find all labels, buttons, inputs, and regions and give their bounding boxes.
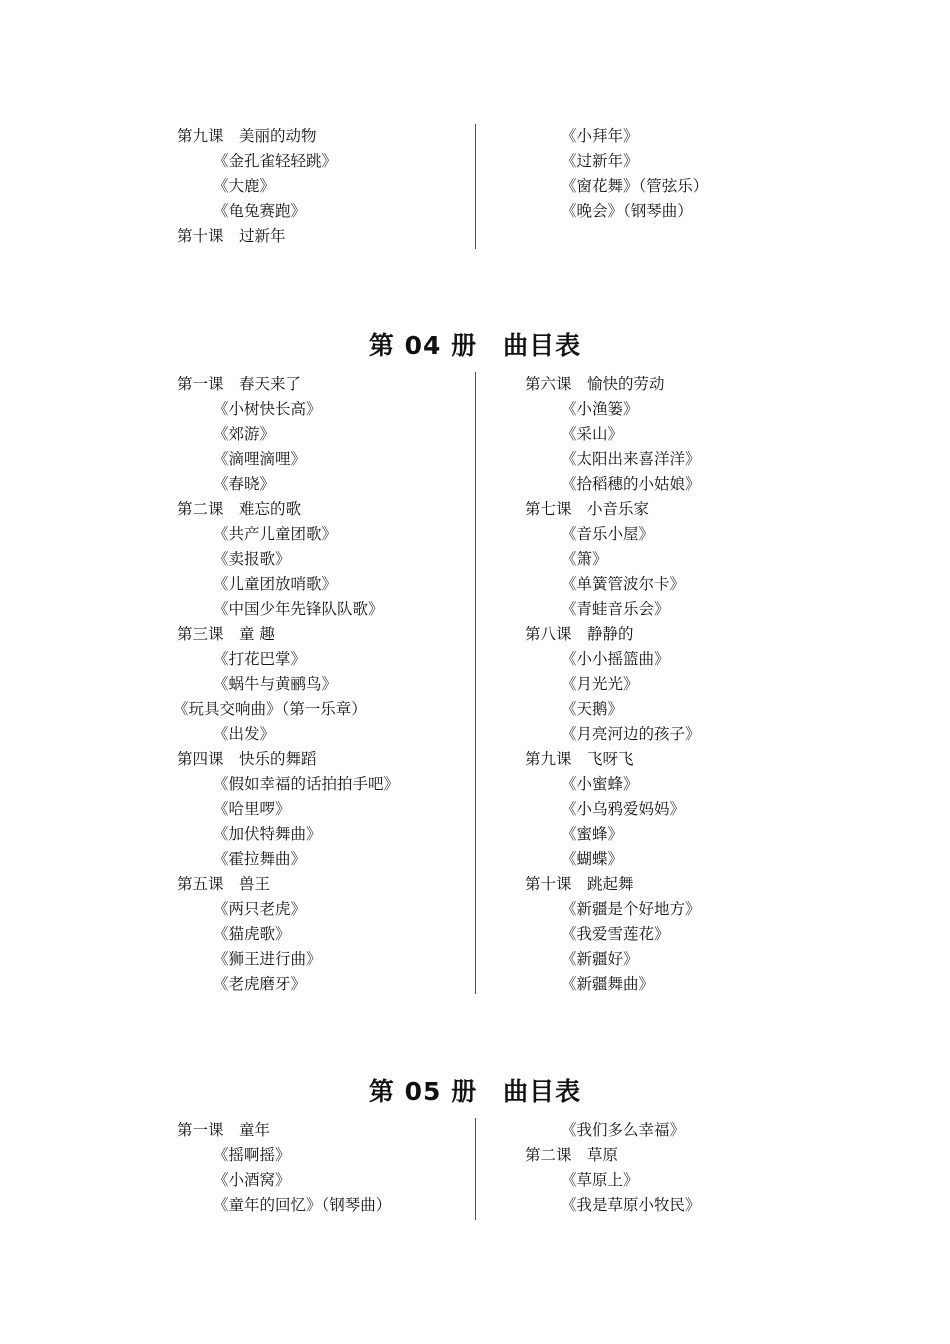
song-item: 《小小摇篮曲》	[561, 650, 670, 668]
song-item: 《金孔雀轻轻跳》	[213, 152, 338, 170]
song-item: 《共产儿童团歌》	[213, 525, 338, 543]
lesson-heading: 第五课 兽王	[177, 875, 271, 893]
lesson-heading: 第一课 童年	[177, 1121, 271, 1139]
lesson-heading: 第二课 难忘的歌	[177, 500, 302, 518]
song-item: 《打花巴掌》	[213, 650, 307, 668]
song-item: 《龟兔赛跑》	[213, 202, 307, 220]
song-item: 《滴哩滴哩》	[213, 450, 307, 468]
column-divider	[475, 1118, 476, 1220]
song-item: 《两只老虎》	[213, 900, 307, 918]
song-item: 《儿童团放哨歌》	[213, 575, 338, 593]
lesson-heading: 第九课 美丽的动物	[177, 127, 317, 145]
song-item: 《青蛙音乐会》	[561, 600, 670, 618]
song-item: 《小渔篓》	[561, 400, 639, 418]
song-item: 《蝴蝶》	[561, 850, 624, 868]
song-item: 《箫》	[561, 550, 608, 568]
song-item: 《新疆是个好地方》	[561, 900, 701, 918]
song-item: 《霍拉舞曲》	[213, 850, 307, 868]
song-item: 《草原上》	[561, 1171, 639, 1189]
song-item: 《出发》	[213, 725, 276, 743]
lesson-heading: 第一课 春天来了	[177, 375, 302, 393]
song-item: 《蜗牛与黄鹂鸟》	[213, 675, 338, 693]
song-item: 《蜜蜂》	[561, 825, 624, 843]
lesson-heading: 第四课 快乐的舞蹈	[177, 750, 317, 768]
song-item: 《大鹿》	[213, 177, 276, 195]
column-divider	[475, 124, 476, 249]
song-item: 《狮王进行曲》	[213, 950, 322, 968]
song-item: 《我爱雪莲花》	[561, 925, 670, 943]
song-item: 《小酒窝》	[213, 1171, 291, 1189]
lesson-heading: 第二课 草原	[525, 1146, 619, 1164]
song-item: 《假如幸福的话拍拍手吧》	[213, 775, 400, 793]
lesson-heading: 第六课 愉快的劳动	[525, 375, 665, 393]
song-item: 《太阳出来喜洋洋》	[561, 450, 701, 468]
song-item: 《卖报歌》	[213, 550, 291, 568]
song-item: 《拾稻穗的小姑娘》	[561, 475, 701, 493]
right-column	[525, 372, 701, 997]
section-title-vol04: 第 04 册 曲目表	[368, 331, 582, 360]
column-divider	[475, 372, 476, 994]
song-item: 《小乌鸦爱妈妈》	[561, 800, 686, 818]
song-item: 《小拜年》	[561, 127, 639, 145]
song-item: 《玩具交响曲》（第一乐章）	[173, 700, 367, 718]
right-column	[525, 124, 708, 224]
lesson-heading: 第九课 飞呀飞	[525, 750, 634, 768]
song-item: 《童年的回忆》（钢琴曲）	[213, 1196, 392, 1214]
lesson-heading: 第七课 小音乐家	[525, 500, 650, 518]
left-column	[173, 372, 400, 997]
lesson-heading: 第八课 静静的	[525, 625, 634, 643]
song-item: 《中国少年先锋队队歌》	[213, 600, 384, 618]
song-item: 《窗花舞》（管弦乐）	[561, 177, 709, 195]
song-item: 《音乐小屋》	[561, 525, 655, 543]
song-item: 《加伏特舞曲》	[213, 825, 322, 843]
song-item: 《老虎磨牙》	[213, 975, 307, 993]
song-item: 《过新年》	[561, 152, 639, 170]
song-item: 《新疆好》	[561, 950, 639, 968]
song-item: 《新疆舞曲》	[561, 975, 655, 993]
song-item: 《月亮河边的孩子》	[561, 725, 701, 743]
right-column	[525, 1118, 701, 1218]
lesson-heading: 第十课 过新年	[177, 227, 286, 245]
song-item: 《我是草原小牧民》	[561, 1196, 701, 1214]
song-item: 《月光光》	[561, 675, 639, 693]
left-column	[177, 1118, 391, 1218]
song-item: 《郊游》	[213, 425, 276, 443]
song-item: 《天鹅》	[561, 700, 624, 718]
song-item: 《小蜜蜂》	[561, 775, 639, 793]
song-item: 《晚会》（钢琴曲）	[561, 202, 693, 220]
lesson-heading: 第三课 童 趣	[177, 625, 275, 643]
left-column	[177, 124, 337, 249]
lesson-heading: 第十课 跳起舞	[525, 875, 634, 893]
song-item: 《单簧管波尔卡》	[561, 575, 686, 593]
song-item: 《春晓》	[213, 475, 276, 493]
song-item: 《猫虎歌》	[213, 925, 291, 943]
song-item: 《采山》	[561, 425, 624, 443]
song-item: 《我们多么幸福》	[561, 1121, 686, 1139]
song-item: 《哈里啰》	[213, 800, 291, 818]
song-item: 《摇啊摇》	[213, 1146, 291, 1164]
song-item: 《小树快长高》	[213, 400, 322, 418]
section-title-vol05: 第 05 册 曲目表	[368, 1077, 582, 1106]
